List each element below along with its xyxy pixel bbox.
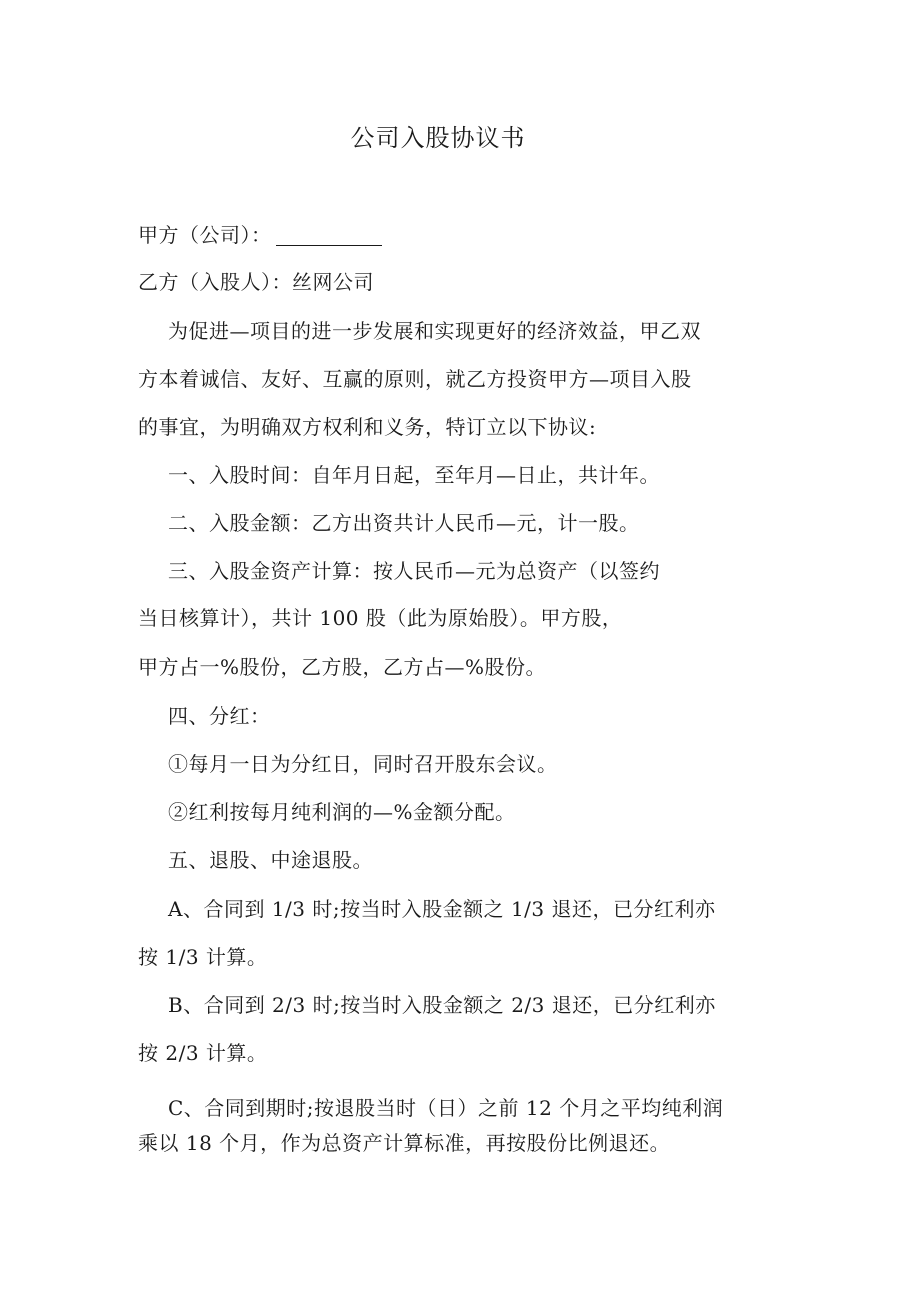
party-a-line	[138, 222, 382, 248]
document-title: 公司入股协议书	[350, 124, 526, 152]
body-line: 按 1/3 计算。	[138, 945, 268, 969]
body-line: 的事宜，为明确双方权利和义务，特订立以下协议:	[138, 415, 597, 439]
clause-3: 三、入股金资产计算：按人民币—元为总资产（以签约	[168, 559, 660, 583]
party-b-line: 乙方（入股人）：丝网公司	[138, 270, 374, 294]
clause-5-item-a: A、合同到 1/3 时;按当时入股金额之 1/3 退还，已分红利亦	[168, 897, 716, 921]
body-line: 按 2/3 计算。	[138, 1041, 268, 1065]
clause-2: 二、入股金额：乙方出资共计人民币—元，计一股。	[168, 511, 640, 535]
party-a-label: 甲方（公司）：	[138, 223, 272, 247]
body-line: 乘以 18 个月，作为总资产计算标准，再按股份比例退还。	[138, 1131, 671, 1155]
clause-5-item-c: C、合同到期时;按退股当时（日）之前 12 个月之平均纯利润	[168, 1096, 724, 1120]
body-line: 方本着诚信、友好、互赢的原则，就乙方投资甲方—项目入股	[138, 367, 692, 391]
body-line: 当日核算计），共计 100 股（此为原始股）。甲方股，	[138, 606, 623, 630]
party-a-blank	[276, 225, 382, 246]
clause-4-item-2: ②红利按每月纯利润的—%金额分配。	[168, 800, 516, 824]
clause-4: 四、分红：	[168, 704, 271, 728]
clause-1: 一、入股时间：自年月日起，至年月—日止，共计年。	[168, 463, 660, 487]
body-line: 为促进—项目的进一步发展和实现更好的经济效益，甲乙双	[168, 319, 701, 343]
body-line: 甲方占一%股份，乙方股，乙方占—%股份。	[138, 655, 547, 679]
clause-4-item-1: ①每月一日为分红日，同时召开股东会议。	[168, 752, 558, 776]
clause-5-item-b: B、合同到 2/3 时;按当时入股金额之 2/3 退还，已分红利亦	[168, 993, 716, 1017]
clause-5: 五、退股、中途退股。	[168, 848, 373, 872]
